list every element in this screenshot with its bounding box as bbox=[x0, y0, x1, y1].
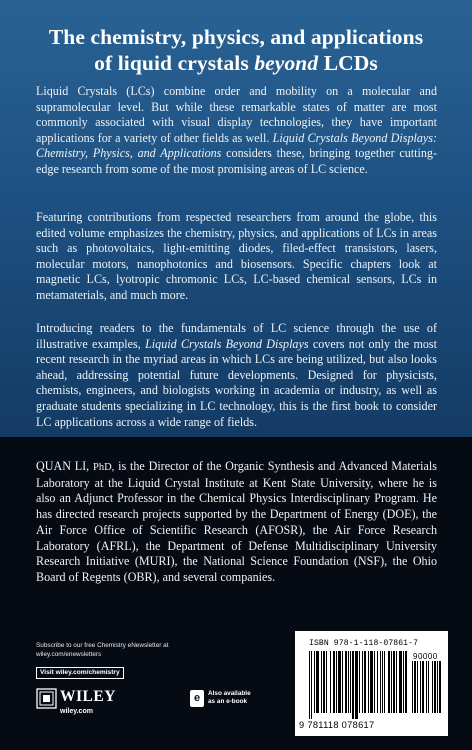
paragraph-1-book-title: Liquid Crystals Beyond Displays: Chemistry, Physics, and Applications bbox=[36, 130, 437, 161]
barcode-bar bbox=[345, 651, 347, 713]
barcode-bar bbox=[309, 651, 310, 719]
barcode-bar bbox=[368, 651, 369, 713]
barcode-bar bbox=[426, 661, 427, 713]
barcode-bar bbox=[348, 651, 349, 713]
barcode-panel bbox=[295, 631, 448, 736]
newsletter-note bbox=[36, 642, 236, 659]
ebook-line-2: as an e-book bbox=[208, 698, 248, 706]
headline-emphasis: beyond bbox=[254, 51, 319, 75]
paragraph-3-book-title: Liquid Crystals Beyond Displays bbox=[145, 336, 309, 351]
paragraph-1-text-b: considers these, bringing together cutting-edge research from some of the most promising areas of LC science. bbox=[36, 146, 438, 176]
barcode-bar bbox=[403, 651, 404, 713]
barcode-bar bbox=[420, 661, 421, 713]
author-credential: PhD, bbox=[93, 462, 115, 473]
barcode-bar bbox=[382, 651, 383, 713]
barcode-bar bbox=[311, 651, 312, 719]
description-paragraph-3 bbox=[36, 321, 437, 430]
isbn-label: ISBN 978-1-118-07861-7 bbox=[309, 639, 419, 648]
barcode-bar bbox=[414, 661, 416, 713]
barcode-bar bbox=[437, 661, 438, 713]
headline-line-2-suffix: LCDs bbox=[318, 51, 378, 75]
barcode-bar bbox=[333, 651, 335, 713]
barcode-bar bbox=[364, 651, 366, 713]
barcode-bar bbox=[417, 661, 418, 713]
barcode-bar bbox=[396, 651, 397, 713]
paragraph-1-text-a: Liquid Crystals (LCs) combine order and mobility on a molecular and supramolecular level. But while these remarkable states of matter are most commonly associated with visual display technologies, they have important applications for a variety of other fields as well. bbox=[36, 84, 437, 145]
author-bio bbox=[36, 459, 437, 586]
paragraph-3-text-a: Introducing readers to the fundamentals of LC science through the use of illustrative examples, bbox=[36, 321, 437, 351]
publisher-url[interactable]: wiley.com bbox=[60, 708, 93, 715]
barcode-bar bbox=[336, 651, 337, 713]
barcode-bar bbox=[399, 651, 402, 713]
barcode-bar bbox=[350, 651, 351, 713]
barcode-bar bbox=[377, 651, 378, 713]
barcode-bar bbox=[355, 651, 358, 719]
ebook-icon bbox=[190, 690, 204, 707]
author-name: QUAN LI, bbox=[36, 459, 90, 473]
ebook-note bbox=[208, 690, 278, 706]
barcode-bar bbox=[374, 651, 375, 713]
barcode-bar bbox=[391, 651, 392, 713]
barcode-bar bbox=[393, 651, 395, 713]
headline-line-2-prefix: of liquid crystals bbox=[94, 51, 255, 75]
description-paragraph-1 bbox=[36, 84, 437, 178]
barcode-bar bbox=[323, 651, 325, 713]
ebook-icon-glyph: e bbox=[193, 692, 201, 704]
barcode-bar bbox=[338, 651, 341, 713]
barcode-bar bbox=[370, 651, 373, 713]
barcode-bar bbox=[316, 651, 319, 713]
barcode-bar bbox=[326, 651, 327, 713]
headline bbox=[0, 24, 472, 76]
barcode-bar bbox=[352, 651, 354, 719]
barcode-bar bbox=[330, 651, 331, 713]
ebook-line-1: Also available bbox=[208, 690, 251, 697]
author-bio-text: is the Director of the Organic Synthesis and Advanced Materials Laboratory at the Liquid Crystal Institute at Kent State University, where he is also an Adjunct Professor in the Chemical Physics Interdisciplinary Program. He has directed research projects supported by the Department of Energy (DOE), the Air Force Office of Scientific Research (AFOSR), the Air Force Research Laboratory (AFRL), the Department of Defense Multidisciplinary University Research Initiative (MURI), the National Science Foundation (NSF), the Ohio Board of Regents (OBR), and several companies. bbox=[36, 459, 437, 584]
price-addon-barcode bbox=[412, 661, 442, 719]
barcode-bar bbox=[380, 651, 381, 713]
barcode-bar bbox=[342, 651, 343, 713]
headline-line-1: The chemistry, physics, and applications bbox=[48, 25, 424, 49]
barcode-bar bbox=[422, 661, 424, 713]
barcode-bar bbox=[432, 661, 433, 713]
barcode-bar bbox=[321, 651, 322, 713]
headline-line-2 bbox=[0, 50, 472, 76]
paragraph-3-text-b: covers not only the most recent research in the myriad areas in which LCs are being utilized, but also looks ahead, addressing potential future developments. Designed for physicists, chemists, engineers, and biologists working in academia or industry, as well as graduate students specializing in LC technology, this is the first book to consider LC applications across a wide range of fields. bbox=[36, 336, 437, 429]
barcode-bar bbox=[362, 651, 363, 713]
barcode-bar bbox=[405, 651, 407, 713]
barcode-bar bbox=[388, 651, 390, 713]
publisher-name: WILEY bbox=[60, 688, 116, 705]
barcode-bar bbox=[314, 651, 315, 713]
price-code: 90000 bbox=[413, 652, 438, 661]
barcode-bar bbox=[384, 651, 385, 713]
newsletter-line-1: Subscribe to our free Chemistry eNewsletter at bbox=[36, 642, 169, 649]
barcode-bar bbox=[412, 661, 413, 713]
barcode-bar bbox=[439, 661, 441, 713]
barcode-bar bbox=[428, 661, 429, 713]
barcode-bar bbox=[434, 661, 436, 713]
newsletter-link[interactable]: wiley.com/enewsletters bbox=[36, 650, 102, 658]
ean-digits: 9 781118 078617 bbox=[299, 720, 375, 730]
description-paragraph-2: Featuring contributions from respected researchers from around the globe, this edited volume emphasizes the chemistry, physics, and applications of LCs in areas such as photovoltaics, light-emitting diodes, filed-effect transistors, lasers, molecular motors, nanophotonics and biosensors. Specific chapters look at magnetic LCs, lyotropic chromonic LCs, LC-based chemical sensors, LCs in metamaterials, and much more. bbox=[36, 210, 437, 302]
ean-barcode bbox=[309, 651, 409, 719]
barcode-bar bbox=[359, 651, 360, 713]
visit-website-link[interactable]: Visit wiley.com/chemistry bbox=[36, 667, 124, 679]
